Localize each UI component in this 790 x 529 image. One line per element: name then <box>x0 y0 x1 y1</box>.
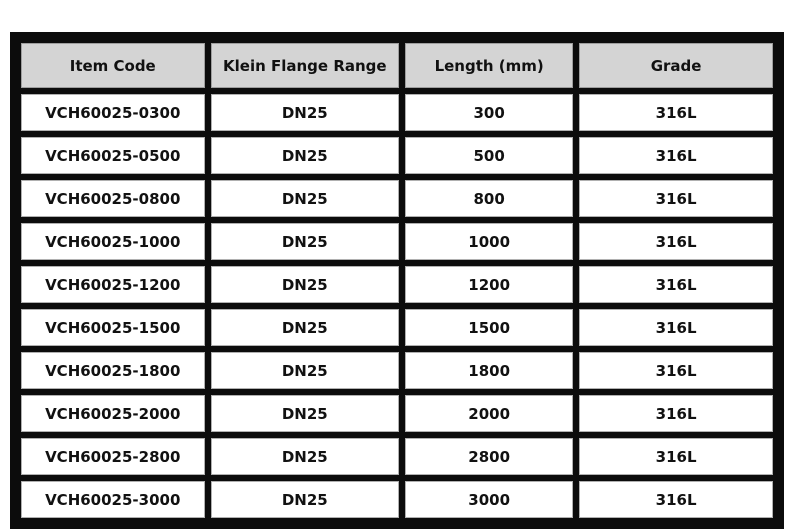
table-row <box>21 438 773 475</box>
cell-grade: 316L <box>579 266 773 303</box>
table-row <box>21 137 773 174</box>
cell-grade: 316L <box>579 352 773 389</box>
cell-grade: 316L <box>579 137 773 174</box>
table-row <box>21 352 773 389</box>
table-row <box>21 266 773 303</box>
cell-item-code: VCH60025-1800 <box>21 352 205 389</box>
cell-length: 2000 <box>405 395 573 432</box>
cell-item-code: VCH60025-2800 <box>21 438 205 475</box>
cell-item-code: VCH60025-2000 <box>21 395 205 432</box>
cell-flange-range: DN25 <box>211 309 400 346</box>
cell-grade: 316L <box>579 309 773 346</box>
cell-length: 3000 <box>405 481 573 518</box>
cell-length: 800 <box>405 180 573 217</box>
cell-item-code: VCH60025-3000 <box>21 481 205 518</box>
cell-length: 1800 <box>405 352 573 389</box>
cell-grade: 316L <box>579 481 773 518</box>
cell-item-code: VCH60025-0800 <box>21 180 205 217</box>
table-row <box>21 223 773 260</box>
header-cell-length: Length (mm) <box>405 43 573 88</box>
header-row <box>21 43 773 88</box>
cell-length: 2800 <box>405 438 573 475</box>
cell-grade: 316L <box>579 438 773 475</box>
header-cell-flange-range: Klein Flange Range <box>211 43 400 88</box>
cell-flange-range: DN25 <box>211 137 400 174</box>
table-row <box>21 180 773 217</box>
table-row <box>21 481 773 518</box>
cell-flange-range: DN25 <box>211 481 400 518</box>
cell-item-code: VCH60025-1500 <box>21 309 205 346</box>
cell-flange-range: DN25 <box>211 94 400 131</box>
table-row <box>21 94 773 131</box>
table-row <box>21 309 773 346</box>
spec-table <box>10 32 784 529</box>
header-cell-grade: Grade <box>579 43 773 88</box>
cell-length: 500 <box>405 137 573 174</box>
cell-flange-range: DN25 <box>211 266 400 303</box>
cell-item-code: VCH60025-1200 <box>21 266 205 303</box>
cell-item-code: VCH60025-1000 <box>21 223 205 260</box>
cell-flange-range: DN25 <box>211 352 400 389</box>
cell-length: 1000 <box>405 223 573 260</box>
header-cell-item-code: Item Code <box>21 43 205 88</box>
table-row <box>21 395 773 432</box>
cell-flange-range: DN25 <box>211 395 400 432</box>
cell-grade: 316L <box>579 223 773 260</box>
cell-flange-range: DN25 <box>211 223 400 260</box>
cell-flange-range: DN25 <box>211 180 400 217</box>
cell-item-code: VCH60025-0300 <box>21 94 205 131</box>
cell-length: 1500 <box>405 309 573 346</box>
cell-grade: 316L <box>579 94 773 131</box>
cell-grade: 316L <box>579 395 773 432</box>
spec-table-container <box>10 32 784 529</box>
cell-length: 300 <box>405 94 573 131</box>
cell-length: 1200 <box>405 266 573 303</box>
cell-flange-range: DN25 <box>211 438 400 475</box>
cell-item-code: VCH60025-0500 <box>21 137 205 174</box>
cell-grade: 316L <box>579 180 773 217</box>
